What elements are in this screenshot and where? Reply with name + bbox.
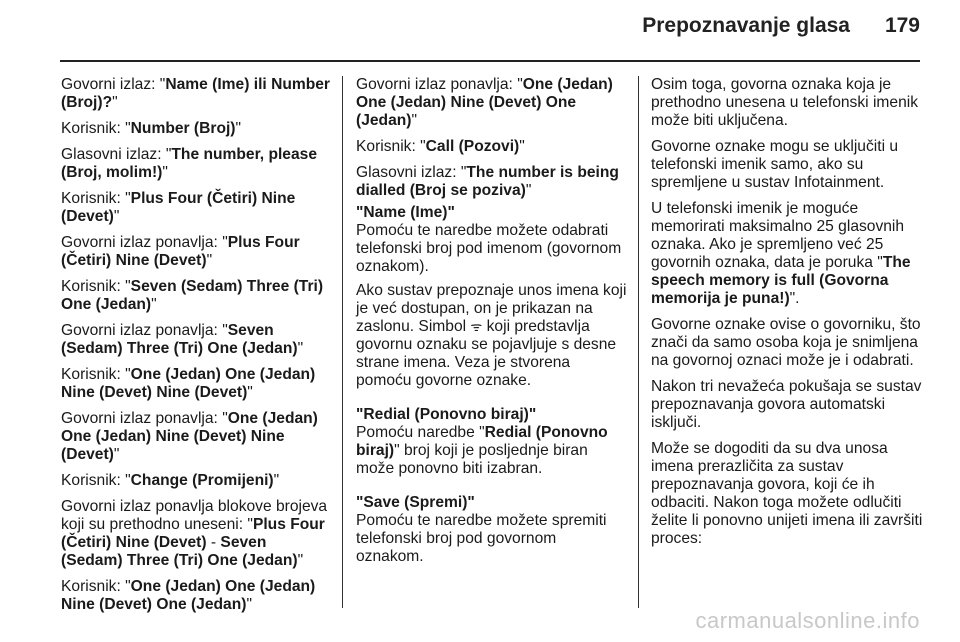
dialog-line: Govorni izlaz ponavlja: "Seven (Sedam) Three (Tri) One (Jedan)": [61, 322, 304, 357]
column-divider-2: [638, 76, 639, 608]
paragraph: Ako sustav prepoznaje unos imena koji je već dostupan, on je prikazan na zaslonu. Simbol ᯤ koji predstavlja govornu oznaku se pojavljuje s desne strane imena. Veza je stvorena pomoću govorne oznake.: [356, 282, 627, 389]
paragraph: U telefonski imenik je moguće memorirati maksimalno 25 glasovnih oznaka. Ako je spremljeno već 25 govornih oznaka, data je poruka "The speech memory is full (Govorna memorija je puna!)".: [651, 200, 911, 307]
section-heading-name: "Name (Ime)": [356, 204, 455, 221]
dialog-line: Govorni izlaz ponavlja: "One (Jedan) One (Jedan) Nine (Devet) One (Jedan)": [356, 76, 613, 129]
column-3: [651, 76, 926, 556]
dialog-line: Glasovni izlaz: "The number is being dialled (Broj se poziva)": [356, 164, 619, 199]
dialog-line: Korisnik: "Number (Broj)": [61, 120, 242, 137]
section-text: Pomoću te naredbe možete odabrati telefonski broj pod imenom (govornom oznakom).: [356, 222, 622, 275]
paragraph: Govorne oznake mogu se uključiti u telefonski imenik samo, ako su spremljene u sustav Infotainment.: [651, 138, 899, 191]
page-header-title: Prepoznavanje glasa: [642, 14, 850, 37]
section-heading-save: "Save (Spremi)": [356, 494, 475, 511]
dialog-line: Govorni izlaz ponavlja: "One (Jedan) One (Jedan) Nine (Devet) Nine (Devet)": [61, 410, 318, 463]
section-save: "Save (Spremi)" Pomoću te naredbe možete spremiti telefonski broj pod govornom oznakom.: [356, 494, 628, 566]
paragraph: Govorne oznake ovise o govorniku, što znači da samo osoba koja je snimljena na govornoj oznaci može je i odabrati.: [651, 316, 921, 369]
paragraph: Osim toga, govorna oznaka koja je prethodno unesena u telefonski imenik može biti uključena.: [651, 76, 919, 129]
column-2: [356, 76, 628, 574]
paragraph: Nakon tri nevažeća pokušaja se sustav prepoznavanja govora automatski isključi.: [651, 378, 922, 431]
header-rule: [60, 60, 920, 62]
page-number: 179: [884, 14, 920, 37]
dialog-line: Korisnik: "One (Jedan) One (Jedan) Nine (Devet) One (Jedan)": [61, 578, 316, 613]
dialog-line: Govorni izlaz ponavlja blokove brojeva koji su prethodno uneseni: "Plus Four (Četiri) Nine (Devet) - Seven (Sedam) Three (Tri) One (Jedan)": [61, 498, 328, 569]
section-heading-redial: "Redial (Ponovno biraj)": [356, 406, 537, 423]
dialog-line: Korisnik: "Seven (Sedam) Three (Tri) One (Jedan)": [61, 278, 324, 313]
column-1: [61, 76, 331, 622]
column-divider-1: [342, 76, 343, 608]
section-name: [356, 204, 628, 276]
voice-tag-icon: ᯤ: [470, 319, 483, 334]
dialog-line: Govorni izlaz: "Name (Ime) ili Number (Broj)?": [61, 76, 330, 111]
dialog-line: Korisnik: "Change (Promijeni)": [61, 472, 280, 489]
dialog-line: Korisnik: "Plus Four (Četiri) Nine (Devet)": [61, 190, 296, 225]
dialog-line: Korisnik: "Call (Pozovi)": [356, 138, 525, 155]
dialog-line: Glasovni izlaz: "The number, please (Broj, molim!)": [61, 146, 317, 181]
dialog-line: Govorni izlaz ponavlja: "Plus Four (Četiri) Nine (Devet)": [61, 234, 300, 269]
dialog-line: Korisnik: "One (Jedan) One (Jedan) Nine (Devet) Nine (Devet)": [61, 366, 316, 401]
paragraph: Može se dogoditi da su dva unosa imena prerazličita za sustav prepoznavanja govora, koji će ih odbaciti. Nakon toga možete odlučiti želite li ponovno unijeti imena ili završiti proces:: [651, 440, 923, 547]
section-redial: "Redial (Ponovno biraj)" Pomoću naredbe "Redial (Ponovno biraj)" broj koji je posljednje biran može ponovno biti izabran.: [356, 406, 628, 478]
watermark: carmanualsonline.info: [695, 608, 920, 633]
